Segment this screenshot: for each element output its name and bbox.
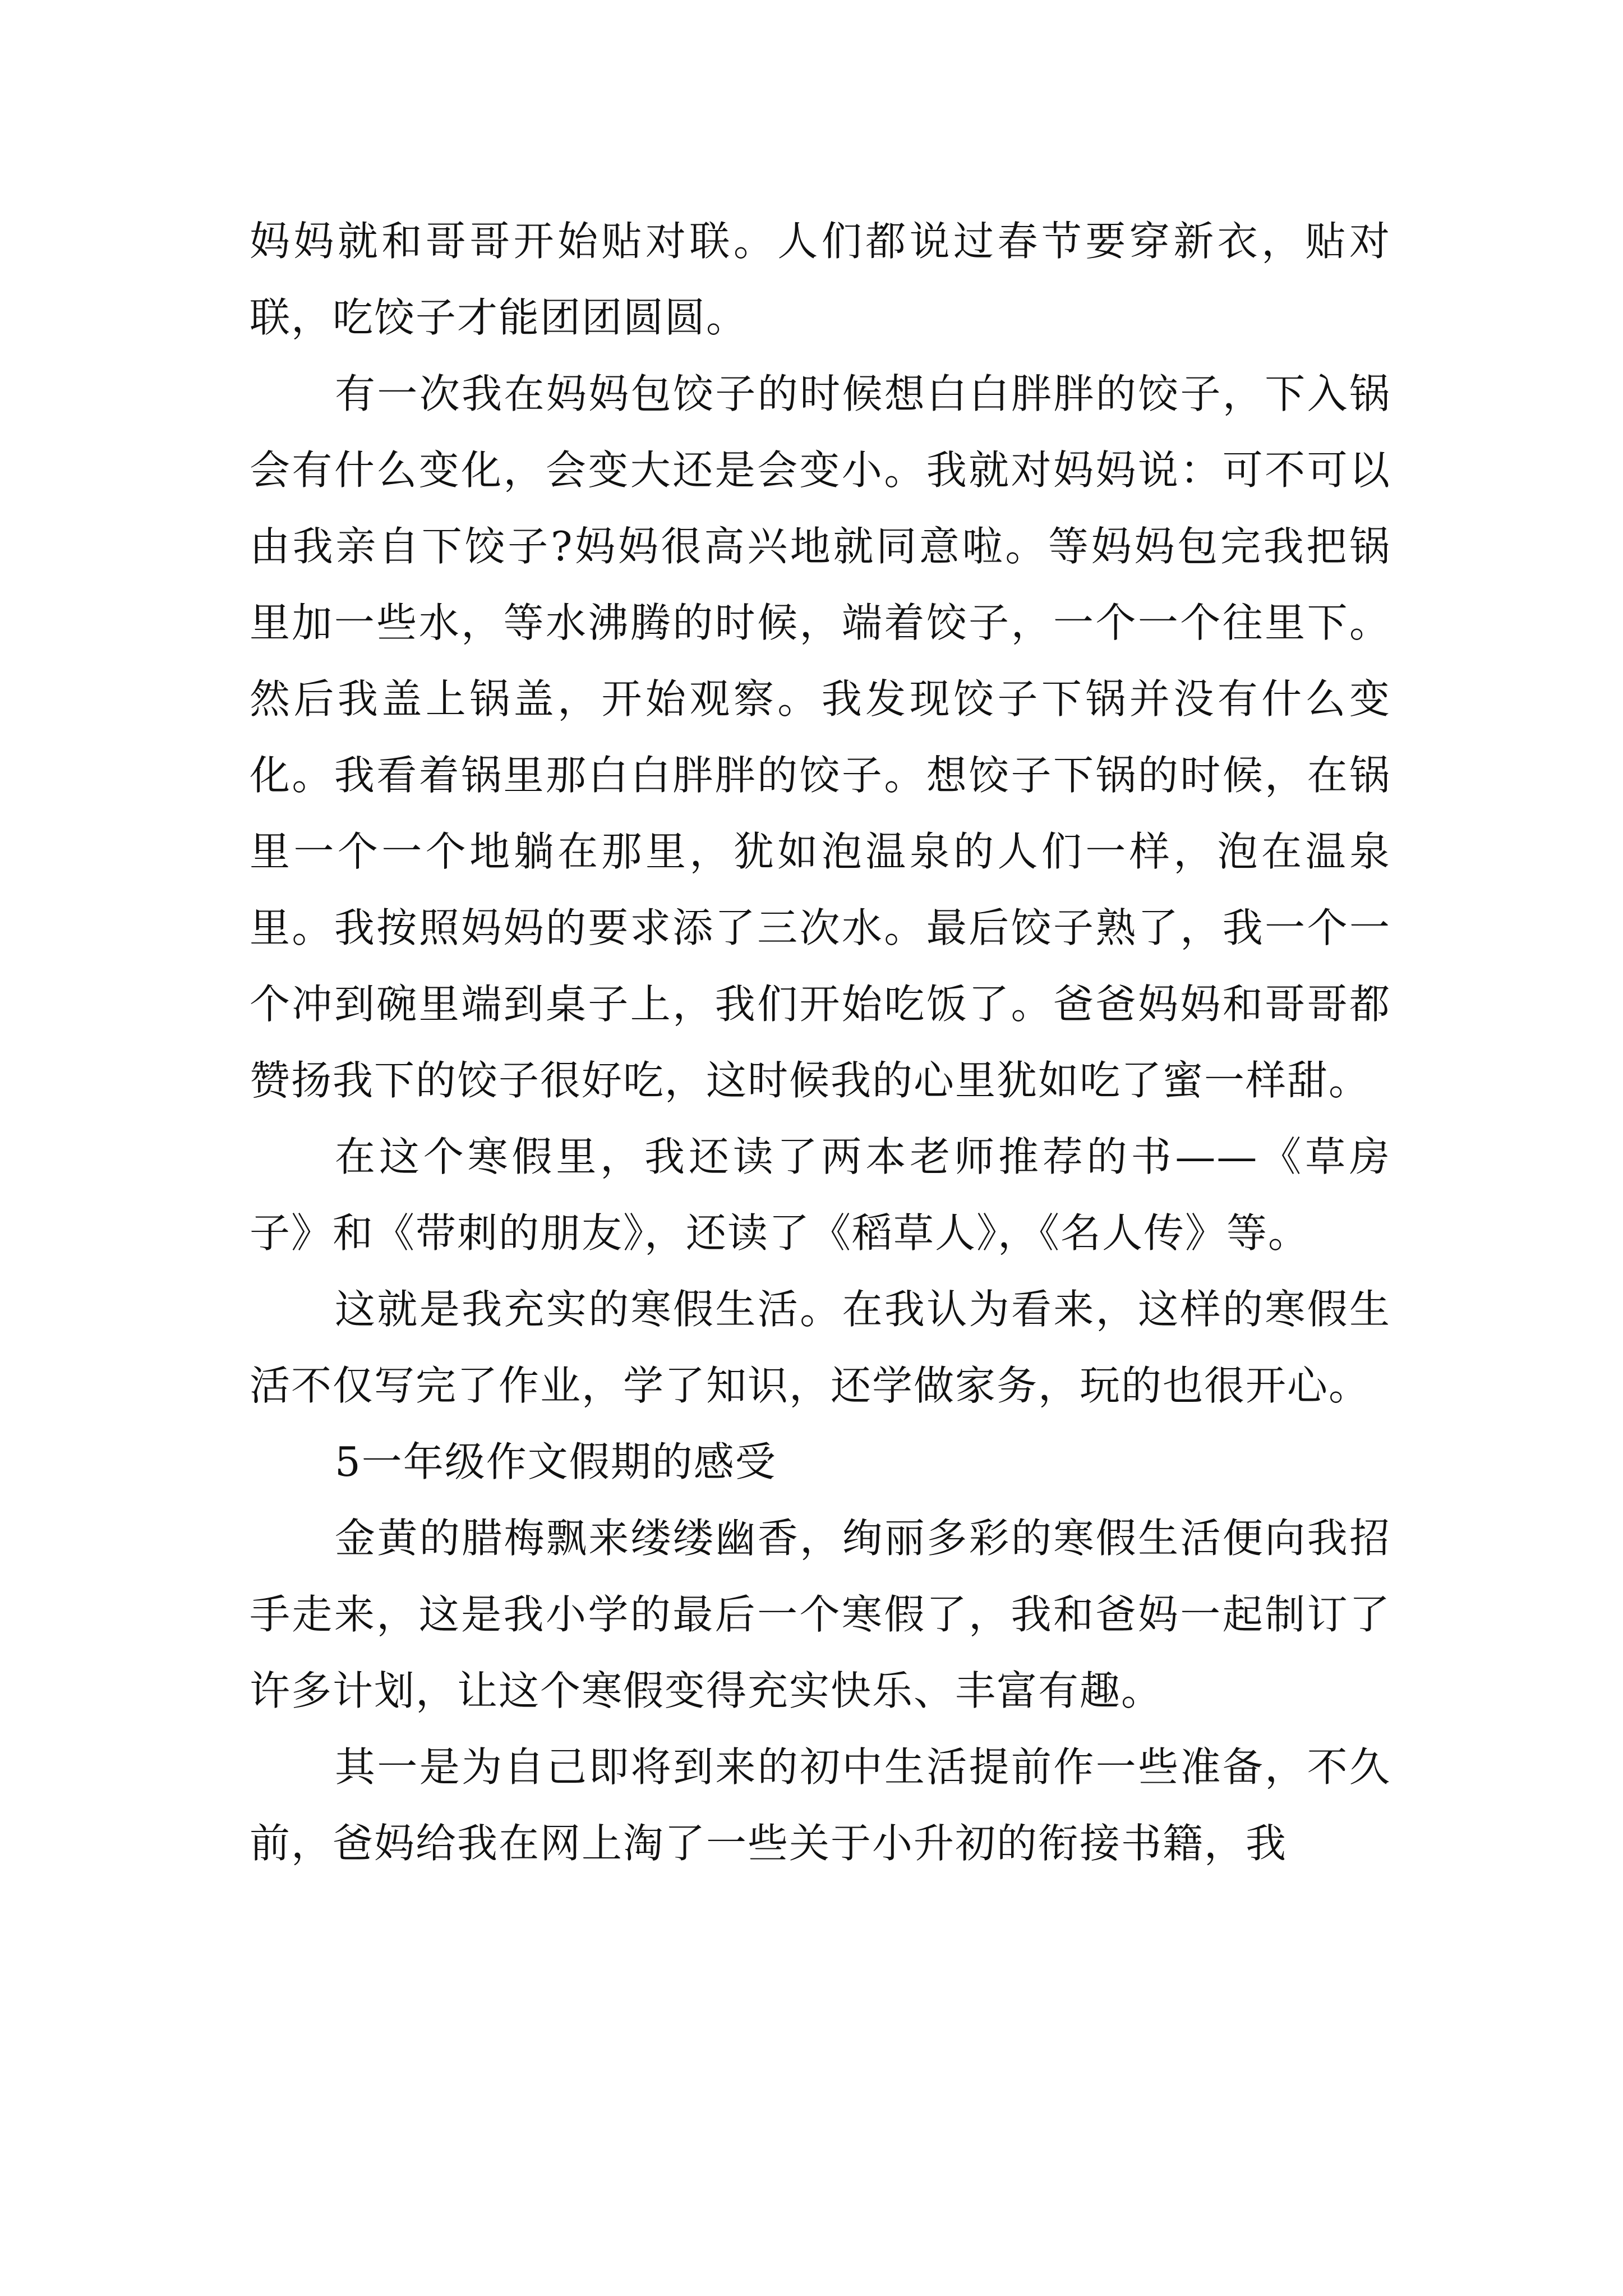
paragraph-4: 这就是我充实的寒假生活。在我认为看来，这样的寒假生活不仅写完了作业，学了知识，还学做家务，玩的也很开心。 bbox=[250, 1286, 1391, 1409]
paragraph-7: 其一是为自己即将到来的初中生活提前作一些准备，不久前，爸妈给我在网上淘了一些关于小升初的衔接书籍，我 bbox=[250, 1743, 1391, 1867]
paragraph-1: 妈妈就和哥哥开始贴对联。人们都说过春节要穿新衣，贴对联，吃饺子才能团团圆圆。 bbox=[250, 218, 1391, 341]
paragraph-6: 金黄的腊梅飘来缕缕幽香，绚丽多彩的寒假生活便向我招手走来，这是我小学的最后一个寒假了，我和爸妈一起制订了许多计划，让这个寒假变得充实快乐、丰富有趣。 bbox=[250, 1515, 1391, 1714]
paragraph-3: 在这个寒假里，我还读了两本老师推荐的书——《草房子》和《带刺的朋友》，还读了《稻草人》，《名人传》等。 bbox=[250, 1133, 1391, 1257]
section-heading: 5一年级作文假期的感受 bbox=[335, 1438, 777, 1485]
paragraph-2: 有一次我在妈妈包饺子的时候想白白胖胖的饺子，下入锅会有什么变化，会变大还是会变小。我就对妈妈说：可不可以由我亲自下饺子?妈妈很高兴地就同意啦。等妈妈包完我把锅里加一些水，等水沸腾的时候，端着饺子，一个一个往里下。然后我盖上锅盖，开始观察。我发现饺子下锅并没有什么变化。我看着锅里那白白胖胖的饺子。想饺子下锅的时候，在锅里一个一个地躺在那里，犹如泡温泉的人们一样，泡在温泉里。我按照妈妈的要求添了三次水。最后饺子熟了，我一个一个冲到碗里端到桌子上，我们开始吃饭了。爸爸妈妈和哥哥都赞扬我下的饺子很好吃，这时候我的心里犹如吃了蜜一样甜。 bbox=[250, 370, 1391, 1104]
document-body bbox=[250, 203, 1391, 1881]
